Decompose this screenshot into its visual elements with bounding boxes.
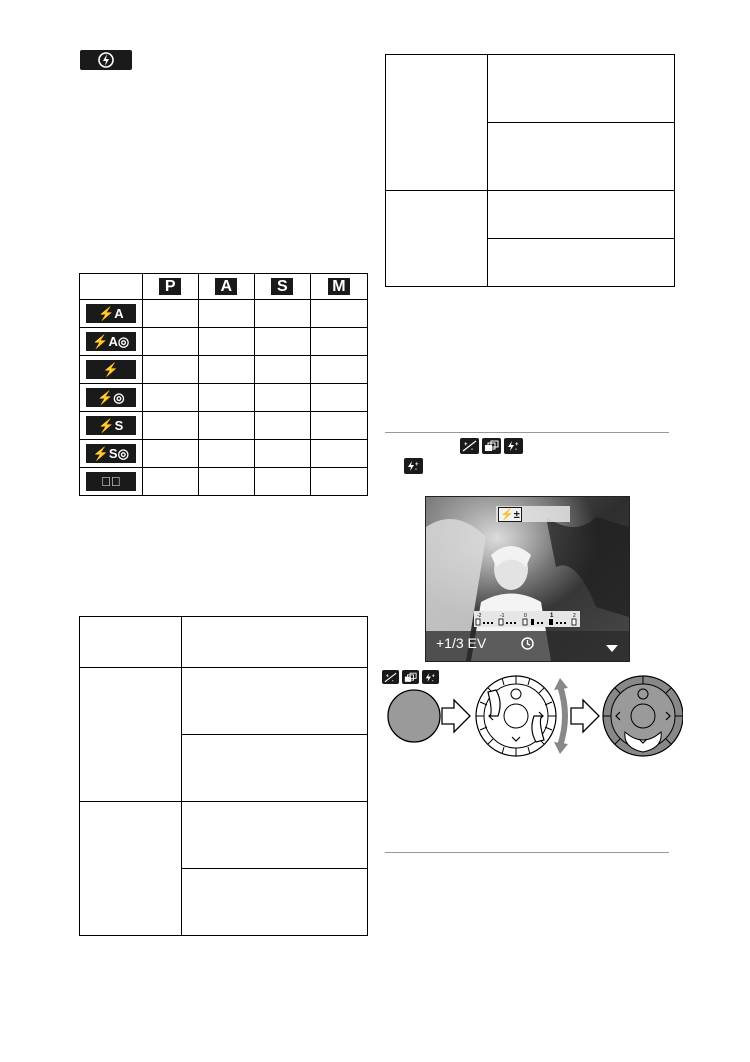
self-timer-icon [521,637,534,655]
table-cell [182,802,368,869]
table-row [80,328,368,356]
table-row [80,412,368,440]
operation-diagram [378,672,683,762]
table-cell [80,617,182,668]
flash-forced-on-icon: ⚡ [86,360,136,379]
svg-text:-: - [391,677,394,683]
col-header-m: M [310,274,367,300]
table-cell [182,735,368,802]
svg-text:+: + [385,673,389,679]
svg-text:+: + [515,442,519,448]
flash-off-icon [80,50,132,70]
svg-text:+: + [415,462,419,468]
svg-text:-: - [415,467,417,472]
exposure-comp-icon [460,438,479,454]
svg-text:1: 1 [550,613,554,619]
col-header-p: P [142,274,198,300]
arrow-right-icon [442,700,470,732]
flash-mode-table [79,273,368,496]
table-cell [182,617,368,668]
control-dial-icon [476,676,556,756]
svg-text:-: - [431,677,434,683]
flash-slow-sync-icon: ⚡S [86,416,136,435]
auto-bracket-icon [482,438,501,454]
table-cell [182,668,368,735]
flash-auto-icon: ⚡A [86,304,136,323]
ev-scale [474,611,580,627]
table-cell [386,191,488,287]
svg-text:-: - [471,447,473,452]
table-cell [488,123,675,191]
table-cell [488,239,675,287]
ev-readout: +1/3 EV [436,635,487,651]
svg-text:-: - [515,447,517,452]
flash-auto-redeye-icon: ⚡A◎ [86,332,136,351]
table-row [80,440,368,468]
col-header-a: A [198,274,254,300]
right-top-table [385,54,675,287]
table-corner [80,274,143,300]
control-dial-pressed-icon [603,676,683,756]
flash-off-icon: ⚡⃠ [86,472,136,491]
table-row [80,384,368,412]
flash-adjust-label [496,506,570,522]
table-cell [488,55,675,123]
flash-adjust-icon [404,458,423,474]
svg-text:-1: -1 [500,613,505,619]
flash-adjust-icon [504,438,523,454]
flash-forced-redeye-icon: ⚡◎ [86,388,136,407]
svg-text:2: 2 [573,613,576,619]
section-divider [385,432,669,433]
camera-lcd-screen [425,496,630,662]
table-cell [80,802,182,936]
svg-text:0: 0 [524,613,527,619]
svg-text:-2: -2 [477,613,482,619]
flash-adjust-glyph: ⚡± [500,508,520,521]
table-cell [182,869,368,936]
table-cell [386,55,488,191]
left-bottom-table [79,616,368,936]
exposure-button-icon [388,690,440,742]
table-cell [80,668,182,802]
table-row [80,300,368,328]
section-divider [385,852,669,853]
scroll-down-icon [606,640,618,658]
svg-text:+: + [431,673,435,679]
flash-slow-sync-redeye-icon: ⚡S◎ [86,444,136,463]
svg-text:+: + [464,442,468,448]
table-cell [488,191,675,239]
arrow-right-icon [571,700,599,732]
col-header-s: S [254,274,310,300]
table-row [80,468,368,496]
table-row [80,356,368,384]
